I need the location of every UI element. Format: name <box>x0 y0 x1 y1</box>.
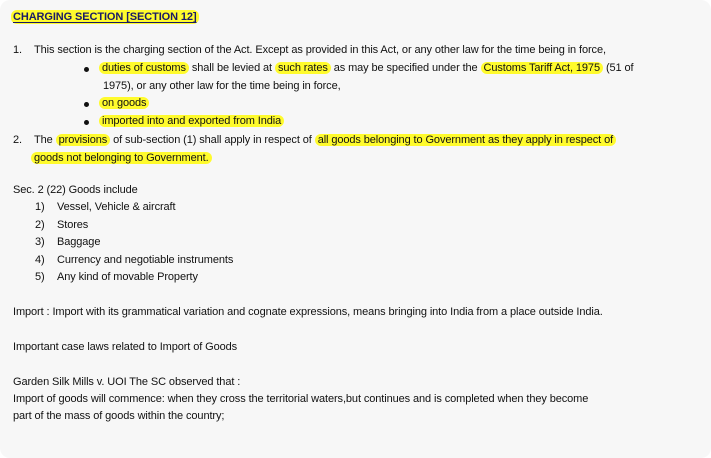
item-2-text-b: of sub-section (1) shall apply in respect of <box>113 134 312 146</box>
bullet-1-text-c: (51 of <box>605 62 634 74</box>
highlight-on-goods: on goods <box>99 97 149 109</box>
goods-item: Stores <box>57 219 89 231</box>
highlight-provisions: provisions <box>56 134 111 146</box>
goods-item: Any kind of movable Property <box>57 271 198 283</box>
goods-item-number: 3) <box>35 236 45 248</box>
goods-item-number: 1) <box>35 201 45 213</box>
item-1-number: 1. <box>13 44 22 56</box>
goods-heading: Sec. 2 (22) Goods include <box>13 184 138 196</box>
goods-item: Baggage <box>57 236 101 248</box>
item-2-number: 2. <box>13 134 22 146</box>
goods-item: Vessel, Vehicle & aircraft <box>57 201 176 213</box>
bullet-1-line-2: 1975), or any other law for the time being in force, <box>103 80 341 92</box>
goods-item-number: 4) <box>35 254 45 266</box>
bullet-1-line-1 <box>99 61 633 75</box>
case-text-line-1: Import of goods will commence: when they cross the territorial waters,but continues and is completed when they become <box>13 393 589 405</box>
highlight-government-goods: all goods belonging to Government as they apply in respect of <box>315 134 616 146</box>
highlight-imported-exported: imported into and exported from India <box>99 115 284 127</box>
bullet-1-text-a: shall be levied at <box>191 62 273 74</box>
goods-item: Currency and negotiable instruments <box>57 254 234 266</box>
bullet-2 <box>99 96 149 110</box>
bullet-3 <box>99 114 284 128</box>
highlight-customs-tariff-act: Customs Tariff Act, 1975 <box>481 62 603 74</box>
goods-item-number: 2) <box>35 219 45 231</box>
case-laws-heading: Important case laws related to Import of Goods <box>13 341 238 353</box>
highlight-duties-of-customs: duties of customs <box>99 62 189 74</box>
import-definition: Import : Import with its grammatical variation and cognate expressions, means bringing into India from a place outside India. <box>13 306 603 318</box>
case-title: Garden Silk Mills v. UOI The SC observed that : <box>13 376 241 388</box>
bullet-1-text-b: as may be specified under the <box>333 62 478 74</box>
bullet-icon <box>84 102 89 107</box>
item-2-line-2 <box>31 151 212 165</box>
highlight-such-rates: such rates <box>275 62 331 74</box>
goods-item-number: 5) <box>35 271 45 283</box>
bullet-icon <box>84 67 89 72</box>
item-2-line-1 <box>34 133 616 147</box>
case-text-line-2: part of the mass of goods within the country; <box>13 410 225 422</box>
item-1-text: This section is the charging section of the Act. Except as provided in this Act, or any other law for the time being in force, <box>34 44 606 56</box>
page-title: CHARGING SECTION [SECTION 12] <box>13 11 197 23</box>
bullet-icon <box>84 120 89 125</box>
item-2-text-a: The <box>34 134 53 146</box>
highlight-not-government: goods not belonging to Government. <box>31 152 212 164</box>
